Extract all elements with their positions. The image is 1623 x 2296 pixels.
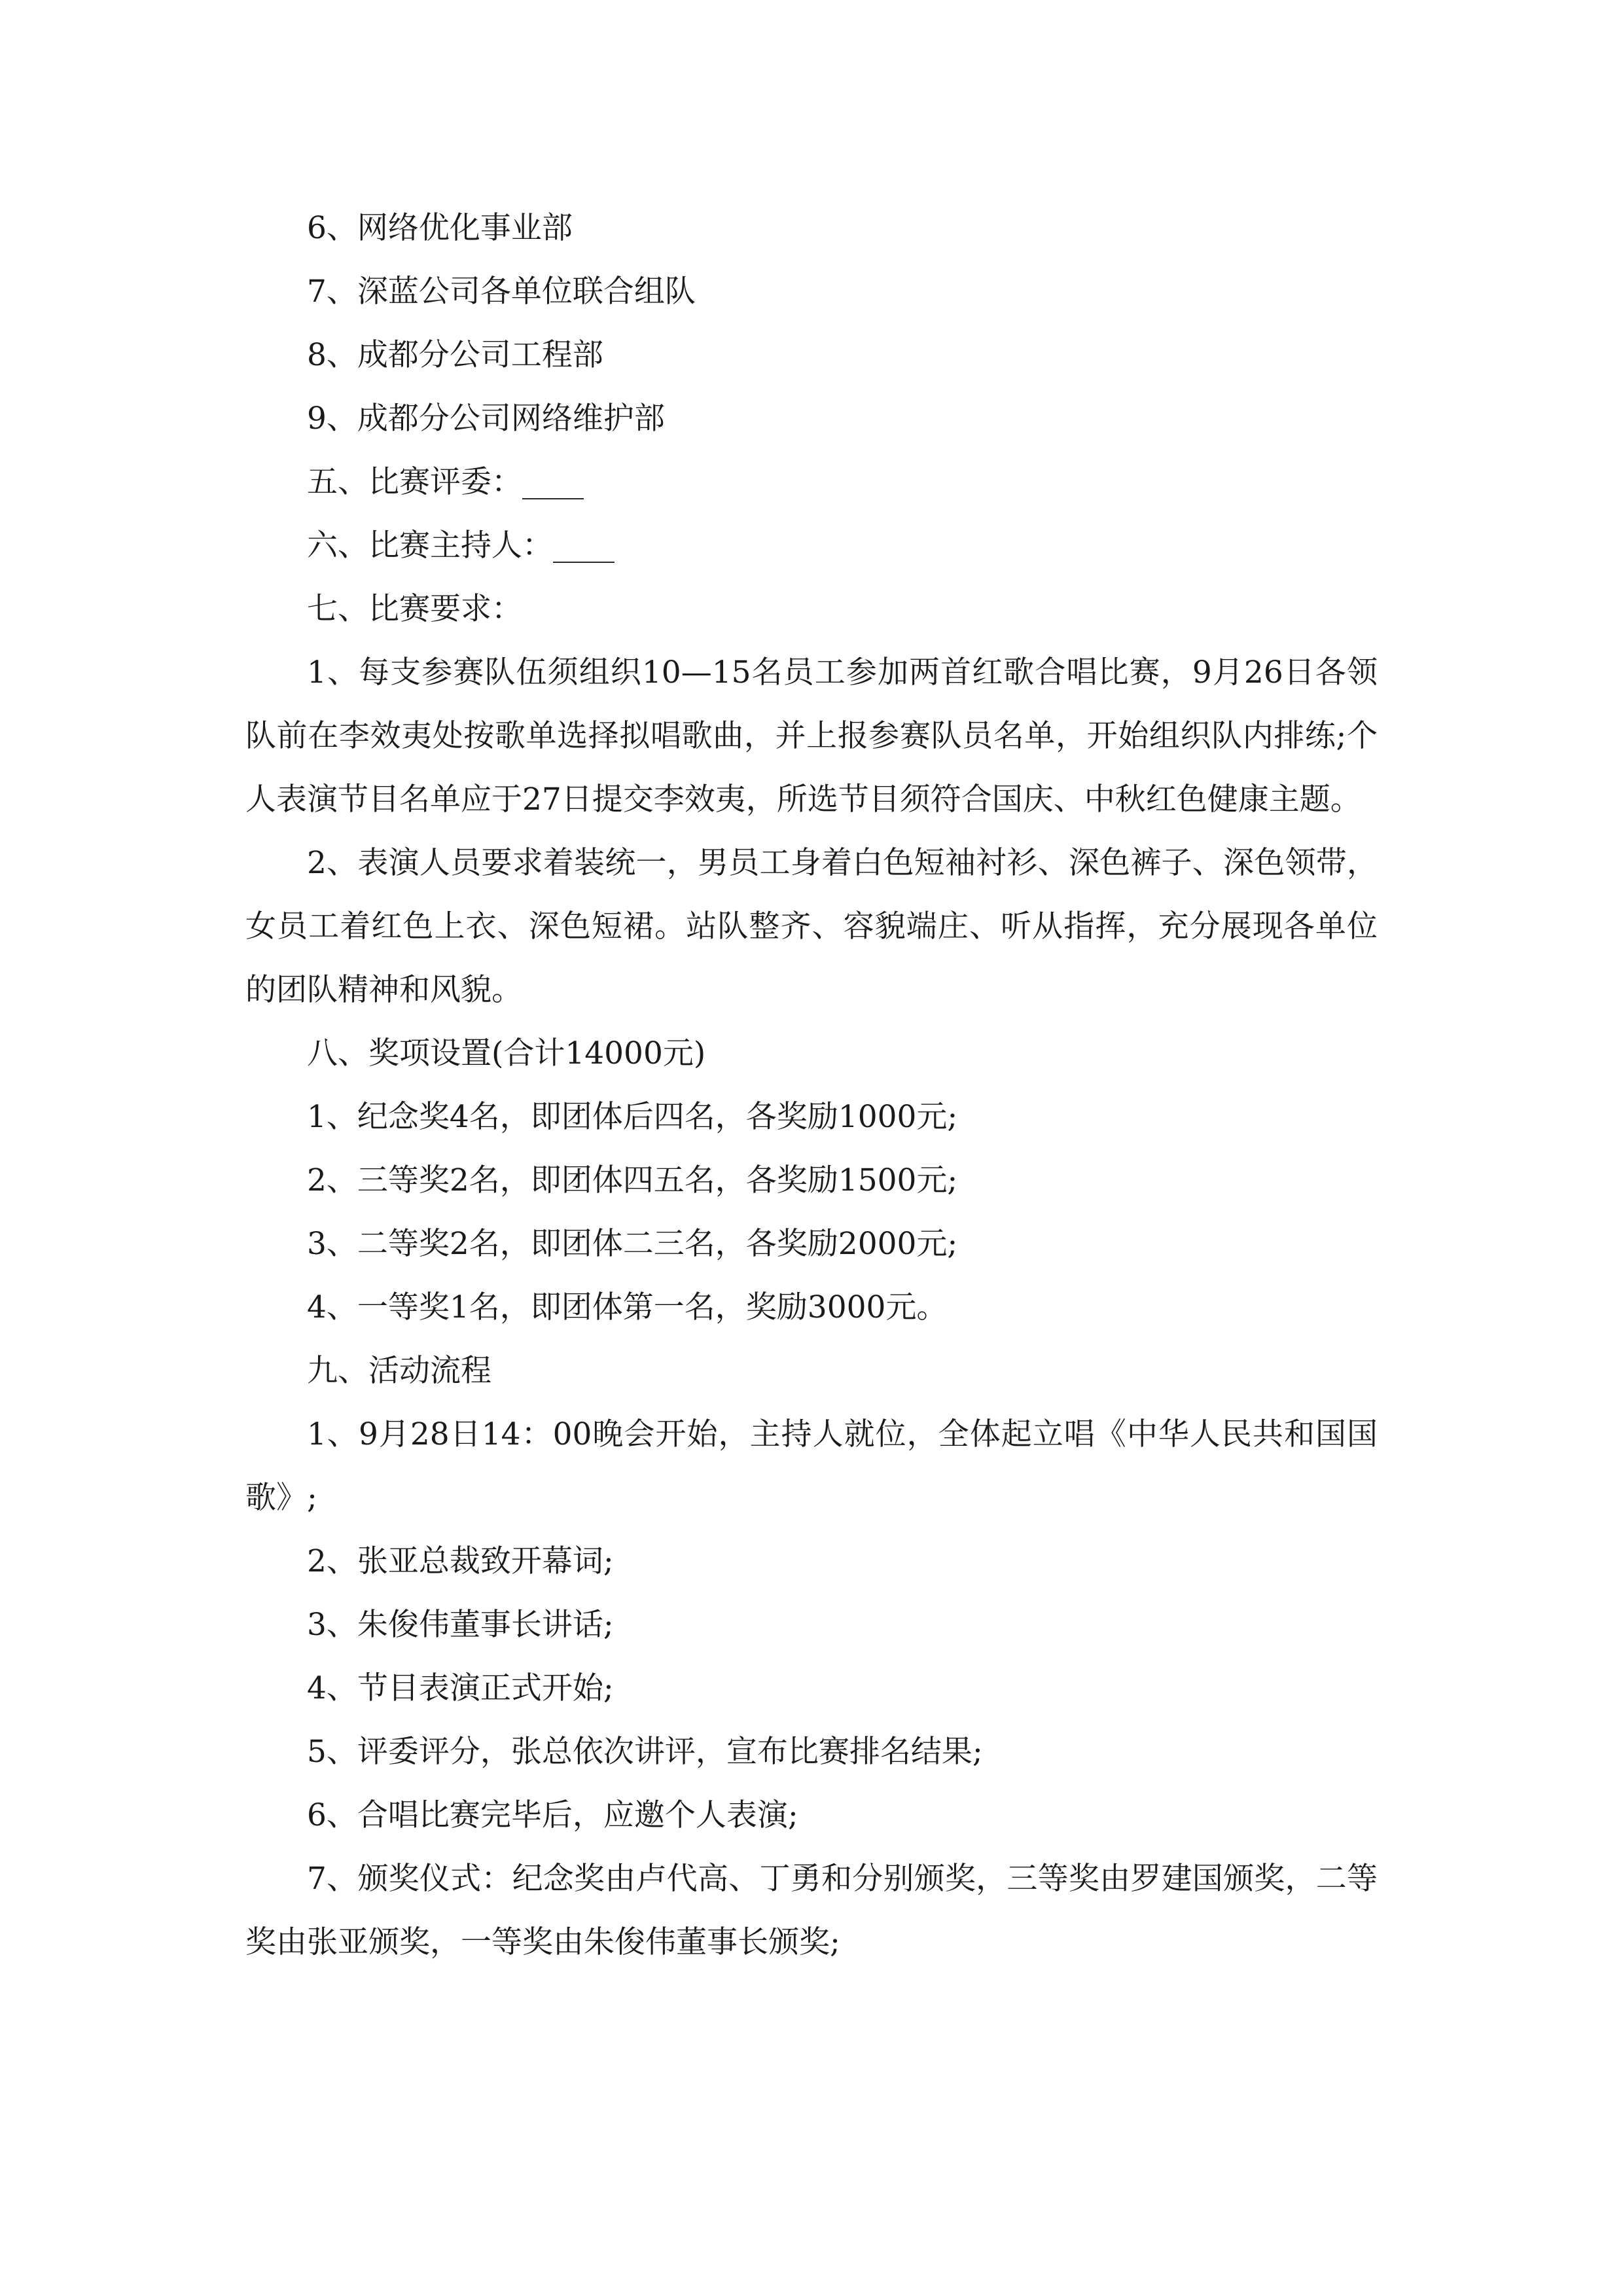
paragraph: 2、张亚总裁致开幕词; xyxy=(307,1543,614,1579)
paragraph: 1、9月28日14：00晚会开始，主持人就位，全体起立唱《中华人民共和国国歌》; xyxy=(245,1416,1378,1516)
paragraph: 六、比赛主持人：____ xyxy=(307,528,615,564)
paragraph: 5、评委评分，张总依次讲评，宣布比赛排名结果; xyxy=(307,1734,983,1770)
paragraph: 七、比赛要求： xyxy=(307,591,522,627)
paragraph: 五、比赛评委：____ xyxy=(307,464,584,500)
paragraph: 2、表演人员要求着装统一，男员工身着白色短袖衬衫、深色裤子、深色领带，女员工着红色上衣、深色短裙。站队整齐、容貌端庄、听从指挥，充分展现各单位的团队精神和风貌。 xyxy=(245,845,1378,1008)
paragraph: 2、三等奖2名，即团体四五名，各奖励1500元; xyxy=(307,1162,958,1198)
paragraph: 6、合唱比赛完毕后，应邀个人表演; xyxy=(307,1797,798,1833)
paragraph: 7、深蓝公司各单位联合组队 xyxy=(307,274,696,310)
paragraph: 7、颁奖仪式：纪念奖由卢代高、丁勇和分别颁奖，三等奖由罗建国颁奖，二等奖由张亚颁奖，一等奖由朱俊伟董事长颁奖; xyxy=(245,1861,1378,1960)
paragraph: 6、网络优化事业部 xyxy=(307,210,573,246)
paragraph: 4、节目表演正式开始; xyxy=(307,1670,614,1706)
paragraph: 4、一等奖1名，即团体第一名，奖励3000元。 xyxy=(307,1289,948,1325)
paragraph: 9、成都分公司网络维护部 xyxy=(307,401,665,437)
paragraph: 8、成都分公司工程部 xyxy=(307,337,603,373)
paragraph: 1、纪念奖4名，即团体后四名，各奖励1000元; xyxy=(307,1099,958,1135)
paragraph: 1、每支参赛队伍须组织10—15名员工参加两首红歌合唱比赛，9月26日各领队前在李效夷处按歌单选择拟唱歌曲，并上报参赛队员名单，开始组织队内排练;个人表演节目名单应于27日提交李效夷，所选节目须符合国庆、中秋红色健康主题。 xyxy=(245,655,1378,817)
paragraph: 3、二等奖2名，即团体二三名，各奖励2000元; xyxy=(307,1226,958,1262)
paragraph: 3、朱俊伟董事长讲话; xyxy=(307,1607,614,1643)
paragraph: 九、活动流程 xyxy=(307,1353,491,1389)
paragraph: 八、奖项设置(合计14000元) xyxy=(307,1035,706,1071)
